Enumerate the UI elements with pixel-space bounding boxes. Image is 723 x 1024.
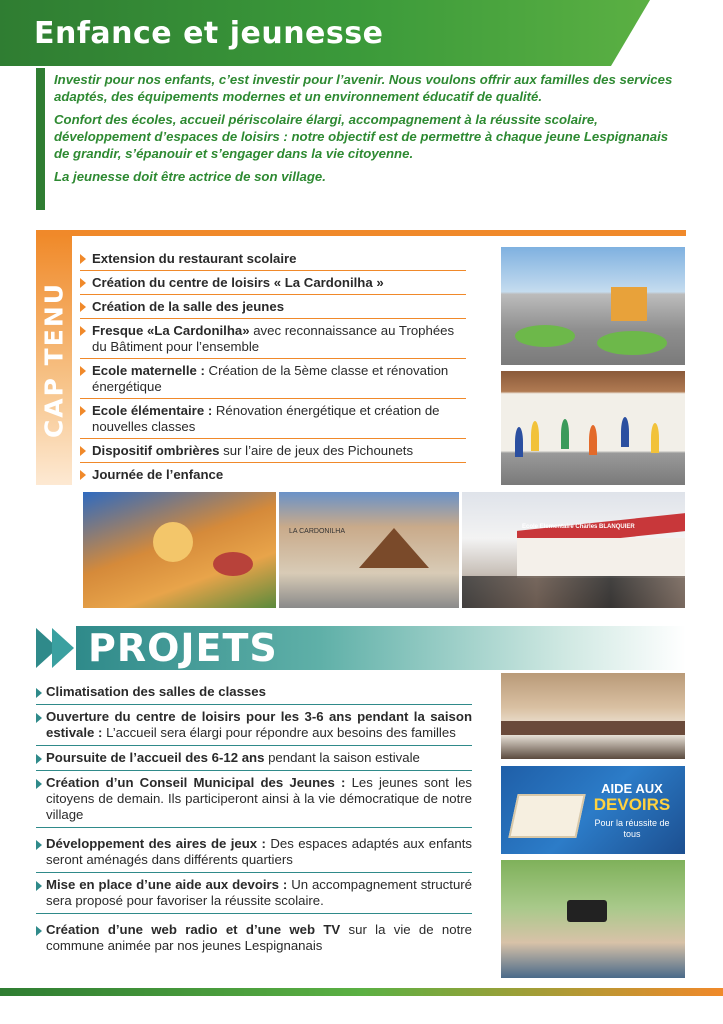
intro-paragraph: La jeunesse doit être actrice de son village. <box>54 169 326 184</box>
list-item <box>80 362 466 399</box>
bullet-icon <box>36 926 42 936</box>
list-item <box>80 250 466 271</box>
list-item <box>36 836 472 873</box>
play-structure-shape <box>611 287 647 321</box>
item-bold: Création du centre de loisirs « La Cardonilha » <box>92 275 384 290</box>
list-item <box>36 684 472 705</box>
bullet-icon <box>80 302 86 312</box>
intro-paragraph: Confort des écoles, accueil périscolaire élargi, accompagnement à la réussite scolaire, développement d’espaces de loisirs : notre objectif est de permettre à chaque jeune Lespignanais de grandir, s’épanouir et s’engager dans la vie citoyenne. <box>54 112 669 161</box>
item-bold: Développement des aires de jeux : <box>46 836 266 851</box>
item-bold: Ecole maternelle : <box>92 363 205 378</box>
item-bold: Mise en place d’une aide aux devoirs : <box>46 877 288 892</box>
item-text: sur la vie de notre commune animée par nos jeunes Lespignanais <box>46 922 472 953</box>
web-radio-photo <box>501 860 685 978</box>
list-item <box>80 274 466 295</box>
item-text: Les jeunes sont les citoyens de demain. Ils participeront ainsi à la vie démocratique de notre village <box>46 775 472 822</box>
school-inauguration-photo <box>462 492 685 608</box>
leaf-shape <box>651 423 659 453</box>
list-item <box>80 402 466 439</box>
item-bold: Ecole élémentaire : <box>92 403 213 418</box>
item-bold: Création de la salle des jeunes <box>92 299 285 314</box>
item-text: Création de la 5ème classe et rénovation énergétique <box>92 363 449 394</box>
play-area-shape <box>515 325 575 347</box>
playground-photo <box>501 247 685 365</box>
leaf-shape <box>621 417 629 447</box>
bird-shape <box>213 552 253 576</box>
crowd-shape <box>462 576 685 608</box>
sun-shape <box>153 522 193 562</box>
bullet-icon <box>36 779 42 789</box>
aide-line1: AIDE AUX <box>601 781 663 796</box>
fresque-photo <box>501 371 685 485</box>
chevron-right-icon <box>52 628 74 668</box>
aide-title <box>587 782 677 814</box>
item-bold: Climatisation des salles de classes <box>46 684 266 699</box>
bullet-icon <box>80 366 86 376</box>
bullet-icon <box>80 470 86 480</box>
aide-subtitle: Pour la réussite de tous <box>594 818 670 839</box>
table-shape <box>501 721 685 735</box>
leaf-shape <box>531 421 539 451</box>
bullet-icon <box>80 326 86 336</box>
item-bold: Création d’une web radio et d’une web TV <box>46 922 341 937</box>
item-text: Des espaces adaptés aux enfants seront aménagés dans différents quartiers <box>46 836 472 867</box>
item-text: Un accompagnement structuré sera proposé pour favoriser la réussite scolaire. <box>46 877 473 908</box>
cap-tenu-list <box>80 250 466 489</box>
item-text: L’accueil sera élargi pour répondre aux besoins des familles <box>102 725 456 740</box>
intro-text <box>54 71 684 191</box>
leaf-shape <box>515 427 523 457</box>
item-bold: Extension du restaurant scolaire <box>92 251 297 266</box>
book-icon <box>508 794 585 838</box>
bullet-icon <box>36 688 42 698</box>
item-bold: Journée de l’enfance <box>92 467 224 482</box>
page-title: Enfance et jeunesse <box>34 16 384 51</box>
cap-tenu-label: CAP TENU <box>39 281 69 439</box>
list-item <box>80 466 466 486</box>
list-item <box>36 750 472 771</box>
item-bold: Création d’un Conseil Municipal des Jeunes : <box>46 775 346 790</box>
cap-tenu-rule <box>36 230 686 236</box>
item-bold: Poursuite de l’accueil des 6-12 ans <box>46 750 265 765</box>
list-item <box>36 877 472 914</box>
aide-line2: DEVOIRS <box>593 795 671 814</box>
intro-paragraph: Investir pour nos enfants, c’est investir pour l’avenir. Nous voulons offrir aux familles des services adaptés, des équipements modernes et un environnement éducatif de qualité. <box>54 72 673 104</box>
item-bold: Ouverture du centre de loisirs pour les 3-6 ans pendant la saison estivale : <box>46 709 472 740</box>
list-item <box>36 922 472 958</box>
item-text: avec reconnaissance au Trophées du Bâtiment pour l’ensemble <box>92 323 455 354</box>
school-sign: Ecole Elementaire Charles BLANQUIER <box>522 524 635 530</box>
leaf-shape <box>589 425 597 455</box>
bullet-icon <box>36 754 42 764</box>
mural-cardonilha-photo <box>279 492 459 608</box>
list-item <box>36 775 472 828</box>
bullet-icon <box>36 840 42 850</box>
bullet-icon <box>80 406 86 416</box>
list-item <box>80 298 466 319</box>
intro-accent-bar <box>36 68 45 210</box>
aide-aux-devoirs-photo <box>501 766 685 854</box>
item-text: sur l’aire de jeux des Pichounets <box>219 443 414 458</box>
bullet-icon <box>80 446 86 456</box>
item-text: Rénovation énergétique et création de nouvelles classes <box>92 403 440 434</box>
phone-shape <box>567 900 607 922</box>
projets-title: PROJETS <box>88 626 278 670</box>
bullet-icon <box>80 254 86 264</box>
item-text: pendant la saison estivale <box>264 750 420 765</box>
footer-bar <box>0 988 723 996</box>
play-area-shape <box>597 331 667 355</box>
bullet-icon <box>36 881 42 891</box>
item-bold: Fresque «La Cardonilha» <box>92 323 250 338</box>
nest-shape <box>359 528 429 568</box>
mural-bird-photo <box>83 492 276 608</box>
list-item <box>80 322 466 359</box>
youth-council-photo <box>501 673 685 759</box>
bullet-icon <box>80 278 86 288</box>
bullet-icon <box>36 713 42 723</box>
list-item <box>80 442 466 463</box>
item-bold: Dispositif ombrières <box>92 443 220 458</box>
list-item <box>36 709 472 746</box>
wall-shape <box>517 538 685 578</box>
mural-sign: LA CARDONILHA <box>289 528 346 535</box>
projets-list <box>36 684 472 962</box>
leaf-shape <box>561 419 569 449</box>
